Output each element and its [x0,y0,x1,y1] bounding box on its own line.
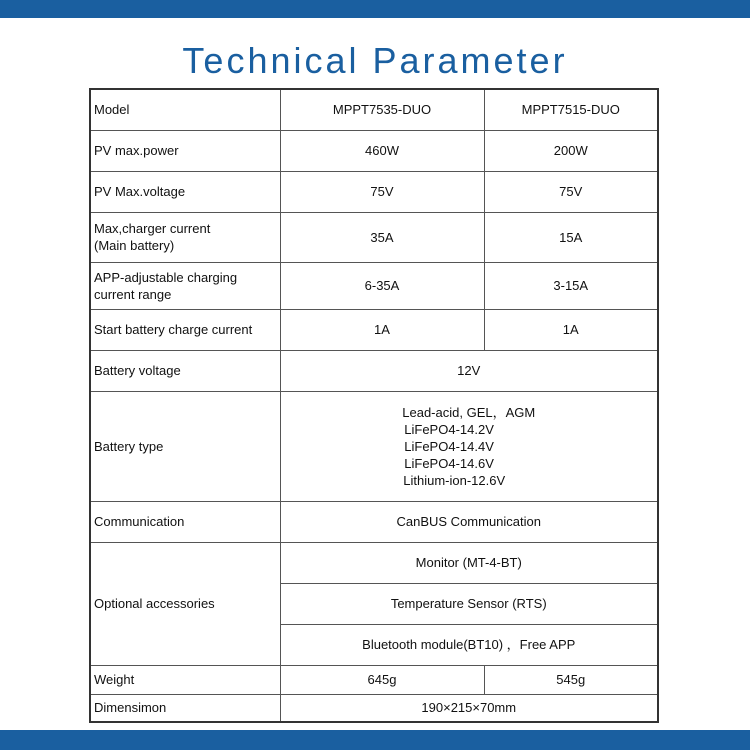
label-start-current: Start battery charge current [90,309,280,350]
battery-type-list [402,404,535,489]
row-app-range [90,262,658,309]
label-model: Model [90,89,280,130]
top-banner [0,0,750,18]
accessory-item: Bluetooth module(BT10) ，Free APP [280,624,658,665]
label-accessories: Optional accessories [90,542,280,665]
row-weight [90,665,658,694]
page-title: Technical Parameter [182,40,568,81]
bottom-banner [0,730,750,750]
start-current-b: 1A [484,309,658,350]
row-dimension [90,694,658,722]
battery-type-item: LiFePO4-14.2V [404,421,494,437]
model-b: MPPT7515-DUO [484,89,658,130]
communication-value: CanBUS Communication [280,501,658,542]
label-app-range [90,262,280,309]
pv-power-a: 460W [280,130,484,171]
battery-type-item: Lead-acid, GEL，AGM [402,404,536,420]
label-communication: Communication [90,501,280,542]
accessory-item: Temperature Sensor (RTS) [280,583,658,624]
charger-current-a: 35A [280,212,484,262]
start-current-a: 1A [280,309,484,350]
battery-type-item: Lithium-ion-12.6V [403,472,506,488]
row-battery-voltage [90,350,658,391]
row-pv-voltage [90,171,658,212]
app-range-a: 6-35A [280,262,484,309]
charger-current-b: 15A [484,212,658,262]
label-battery-type: Battery type [90,391,280,501]
weight-b: 545g [484,665,658,694]
row-accessories [90,542,658,583]
pv-voltage-a: 75V [280,171,484,212]
label-pv-power: PV max.power [90,130,280,171]
dimension-value: 190×215×70mm [280,694,658,722]
label-charger-current-line2: (Main battery) [94,238,175,253]
battery-type-values [280,391,658,501]
battery-type-item: LiFePO4-14.4V [404,438,494,454]
spec-table [89,88,659,723]
label-app-range-line1: APP-adjustable charging [94,269,238,285]
row-communication [90,501,658,542]
pv-power-b: 200W [484,130,658,171]
label-weight: Weight [90,665,280,694]
label-app-range-line2: current range [94,286,172,302]
app-range-b: 3-15A [484,262,658,309]
row-battery-type [90,391,658,501]
weight-a: 645g [280,665,484,694]
label-charger-current [90,212,280,262]
row-start-current [90,309,658,350]
row-pv-power [90,130,658,171]
row-charger-current [90,212,658,262]
label-pv-voltage: PV Max.voltage [90,171,280,212]
pv-voltage-b: 75V [484,171,658,212]
row-model [90,89,658,130]
battery-voltage-value: 12V [280,350,658,391]
label-charger-current-line1: Max,charger current [94,221,211,236]
model-a: MPPT7535-DUO [280,89,484,130]
accessory-item: Monitor (MT-4-BT) [280,542,658,583]
label-battery-voltage: Battery voltage [90,350,280,391]
battery-type-item: LiFePO4-14.6V [404,455,494,471]
label-dimension: Dimensimon [90,694,280,722]
